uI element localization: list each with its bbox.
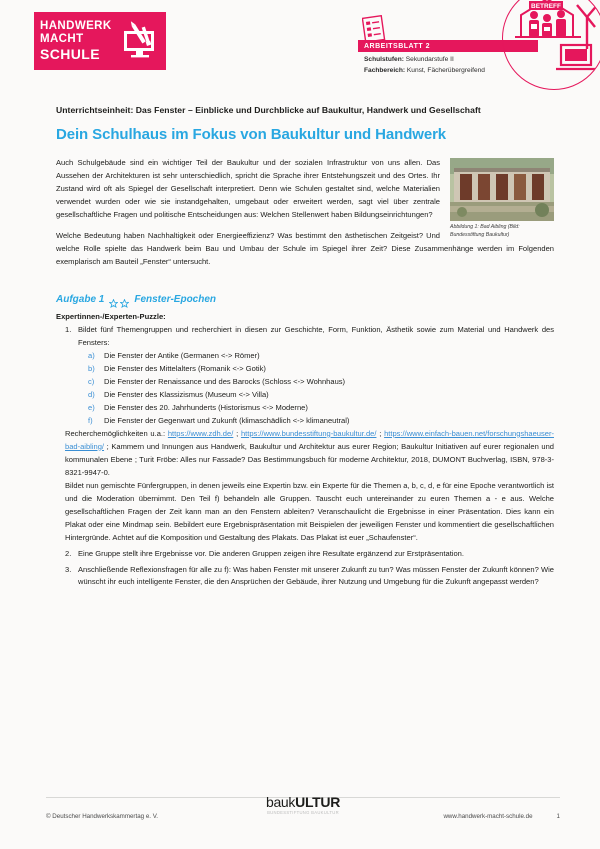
epoch-label: Die Fenster der Antike (Germanen <-> Römer) [104, 351, 260, 360]
intro-paragraph-2: Welche Bedeutung haben Nachhaltigkeit oder Energieeffizienz? Was bestimmt den ästhetischen Zeitgeist? Und welche Rolle spielte das Handwerk beim Bau und Umbau der Schule im Spiegel ihrer Zeit? Diese Zusammenhänge werden im Folgenden exemplarisch am Bauteil „Fenster“ untersucht. [56, 231, 554, 267]
task-item-1-continuation: Bildet nun gemischte Fünfergruppen, in denen jeweils eine Expertin bzw. ein Experte für die Themen a, b, c, d, e für eine Epoche verantwortlich ist und die Moderation übernimmt. Den Teil f) behandeln alle Gruppen. Tauscht euch untereinander zu euren Themen a - e aus. Welche gesellschaftlichen Fragen der Zeit kann man an den Fenstern ableiten? Veranschaulicht die Ergebnisse in einer Präsentation. Dies kann ein Plakat oder eine Mindmap sein. Bebildert eure Ergebnispräsentation mit Beispielen der jeweiligen Fenster und kommentiert die gesellschaftlichen Hintergründe. Achtet auf die Komposition und Gestaltung des Plakats. Das Plakat ist euer „Schaufenster“. [65, 480, 554, 542]
epoch-item [78, 402, 554, 415]
task-item-2 [56, 548, 554, 561]
baukultur-light: bauk [265, 794, 296, 810]
epoch-label: Die Fenster des Klassizismus (Museum <-> Villa) [104, 389, 269, 399]
worksheet-meta [364, 55, 485, 77]
footer-website[interactable]: www.handwerk-macht-schule.de [443, 813, 533, 820]
epoch-label: Die Fenster der Renaissance und des Barocks (Schloss <-> Wohnhaus) [104, 376, 346, 386]
handwerk-macht-schule-logo [34, 12, 166, 70]
research-sources [65, 428, 554, 480]
figure-image [450, 158, 554, 221]
source-link-bundesstiftung[interactable]: https://www.bundesstiftung-baukultur.de/ [240, 428, 377, 438]
task-item-3-text: Anschließende Reflexionsfragen für alle zu f): Was haben Fenster mit unserer Zukunft zu tun? Was müssen Fenster der Zukunft können? Wie wünscht ihr euch intelligente Fenster, die den Ansprüchen der Gebäude, ihrer Nutzung und Umgebung für die Zukunft angepasst werden? [78, 564, 554, 587]
clipboard-checklist-icon [362, 15, 388, 43]
school-level-value: Sekundarstufe II [405, 56, 454, 63]
logo-line-2: MACHT [40, 33, 84, 45]
link-sep-2: ; [376, 428, 385, 438]
task-item-1-intro: Bildet fünf Themengruppen und recherchiert in diesen zur Geschichte, Form, Funktion, Ästhetik sowie zum Material und Handwerk des Fensters: [78, 325, 554, 348]
task-subtitle: Fenster-Epochen [134, 294, 217, 306]
epoch-item [78, 376, 554, 389]
unit-subtitle: Unterrichtseinheit: Das Fenster – Einblicke und Durchblicke auf Baukultur, Handwerk und Gesellschaft [56, 105, 481, 115]
puzzle-method-label: Expertinnen-/Experten-Puzzle: [56, 312, 166, 322]
document-body [56, 104, 554, 589]
sources-prefix: Recherchemöglichkeiten u.a.: [65, 428, 168, 438]
task-item-2-text: Eine Gruppe stellt ihre Ergebnisse vor. Die anderen Gruppen zeigen ihre Resultate ergänzend zur Erstpräsentation. [78, 548, 464, 558]
school-level-line [364, 55, 485, 66]
school-level-label: Schulstufen: [364, 56, 404, 63]
subject-line [364, 66, 485, 77]
footer-copyright: © Deutscher Handwerkskammertag e. V. [46, 813, 158, 820]
logo-line-1: HANDWERK [40, 20, 112, 32]
badge-ribbon-text: BETREFF [531, 3, 561, 10]
intro-section [56, 157, 554, 269]
epoch-sublist [78, 350, 554, 428]
page-title: Dein Schulhaus im Fokus von Baukultur und Handwerk [56, 126, 447, 144]
footer-page-number: 1 [556, 813, 560, 820]
baukultur-wordmark [266, 795, 340, 809]
subject-value: Kunst, Fächerübergreifend [406, 66, 485, 74]
task-list [56, 324, 554, 589]
epoch-label: Die Fenster der Gegenwart und Zukunft (klimaschädlich <-> klimaneutral) [104, 415, 350, 425]
worksheet-number-label: ARBEITSBLATT 2 [364, 42, 430, 50]
star-outline-icon [120, 295, 129, 304]
figure-caption: Abbildung 1: Bad Aibling (Bild: Bundesstiftung Baukultur) [450, 224, 520, 239]
sources-suffix: ; Kammern und Innungen aus Handwerk, Baukultur und Architektur aus eurer Region; Baukultur Initiativen auf eurer regionalen und kommunalen Ebene ; Turit Fröbe: Alles nur Fassade? Das Bestimmungsbuch für moderne Architektur, 2018, DUMONT Buchverlag, ISBN, 978-3-8321-9947-0. [65, 441, 554, 477]
source-link-einfach-bauen[interactable]: https://www.einfach-bauen.net/forschungshaeuser-bad-aibling/ [65, 428, 554, 451]
page-footer [46, 794, 560, 837]
tools-monitor-icon [120, 21, 160, 61]
epoch-item [78, 363, 554, 376]
epoch-label: Die Fenster des 20. Jahrhunderts (Historismus <-> Moderne) [104, 402, 308, 412]
page-header [0, 0, 600, 96]
task-number: Aufgabe 1 [56, 294, 105, 306]
house-people-windturbine-laptop-icon [502, 0, 600, 90]
baukultur-subline: BUNDESSTIFTUNG BAUKULTUR [267, 810, 339, 815]
star-outline-icon [109, 295, 118, 304]
task-item-1 [56, 324, 554, 544]
logo-line-3: SCHULE [40, 46, 100, 62]
task-heading [56, 294, 554, 305]
intro-paragraph-1: Auch Schulgebäude sind ein wichtiger Teil der Baukultur und der sozialen Infrastruktur von uns allen. Das Aussehen der Architekturen ist sehr unterschiedlich, spricht die Sprache ihrer Entstehungszeit und des Ortes. Ihr Zustand wird oft als Spiegel der Gesellschaft interpretiert. Denn wie Schulen gestaltet sind, welche Materialien verwendet wurden oder wie sie instandgehalten, umgebaut oder erweitert werden, sagt viel über zentrale gesellschaftliche Fragen und politische Entscheidungen aus: Welchen Stellenwert haben Bildungseinrichtungen? [56, 158, 440, 220]
epoch-item [78, 389, 554, 402]
difficulty-stars [109, 295, 129, 304]
source-link-zdh[interactable]: https://www.zdh.de/ [167, 428, 234, 438]
epoch-item [78, 350, 554, 363]
figure-bad-aibling [450, 158, 554, 240]
epoch-label: Die Fenster des Mittelalters (Romanik <-> Gotik) [104, 363, 266, 373]
epoch-item [78, 415, 554, 428]
subject-label: Fachbereich: [364, 66, 406, 74]
link-sep-1: ; [233, 428, 241, 438]
logo-wordmark [40, 21, 120, 61]
task-item-3 [56, 564, 554, 590]
baukultur-bold: ULTUR [295, 794, 341, 810]
